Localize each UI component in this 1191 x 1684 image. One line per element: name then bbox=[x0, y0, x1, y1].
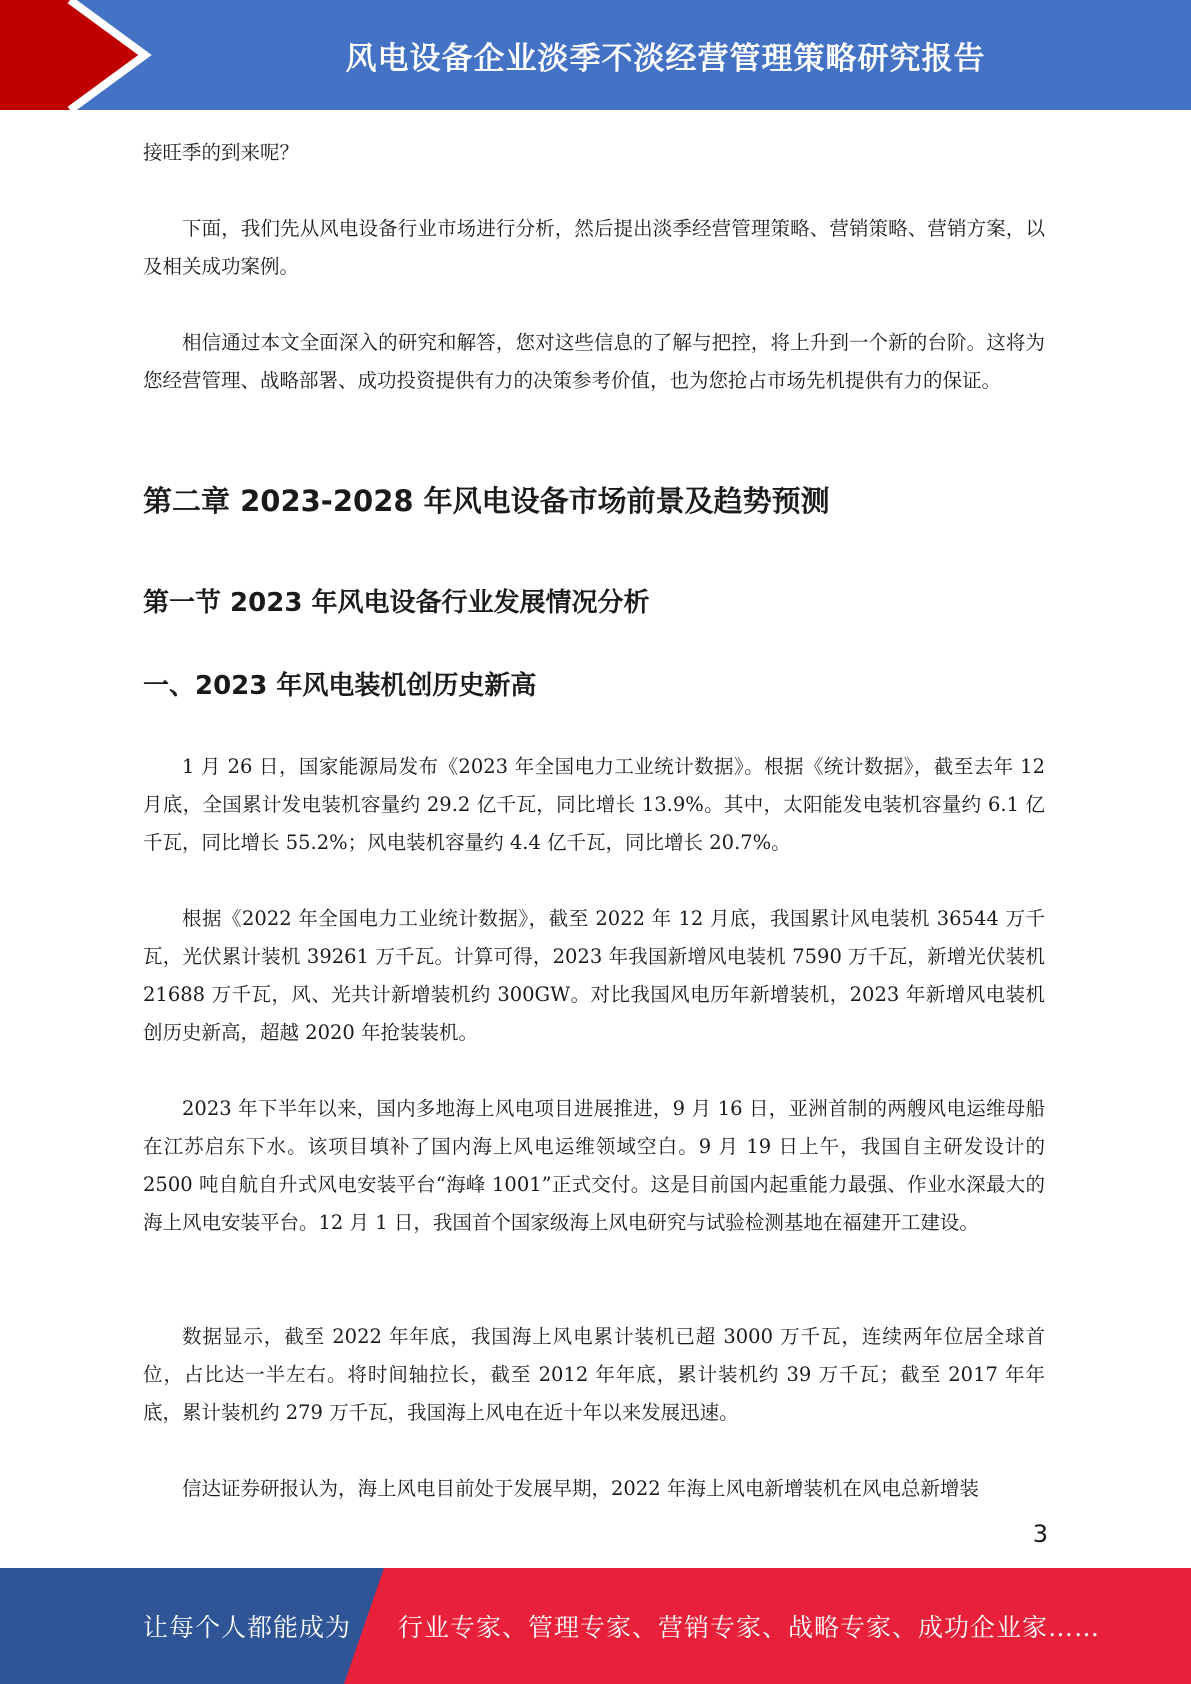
body-paragraph-4: 数据显示，截至 2022 年年底，我国海上风电累计装机已超 3000 万千瓦，连续两年位居全球首位，占比达一半左右。将时间轴拉长，截至 2012 年年底，累计装机约 39 万千瓦；截至 2017 年年底，累计装机约 279 万千瓦，我国海上风电在近十年以来发展迅速。 bbox=[143, 1325, 1045, 1424]
intro-paragraph-2: 下面，我们先从风电设备行业市场进行分析，然后提出淡季经营管理策略、营销策略、营销方案，以及相关成功案例。 bbox=[143, 217, 1045, 278]
page-footer bbox=[0, 1568, 1191, 1684]
footer-slogan-left: 让每个人都能成为 bbox=[143, 1613, 352, 1642]
body-paragraph-2: 根据《2022 年全国电力工业统计数据》，截至 2022 年 12 月底，我国累计风电装机 36544 万千瓦，光伏累计装机 39261 万千瓦。计算可得，2023 年我国新增风电装机 7590 万千瓦，新增光伏装机 21688 万千瓦，风、光共计新增装机约 300GW。对比我国风电历年新增装机，2023 年新增风电装机创历史新高，超越 2020 年抢装装机。 bbox=[143, 907, 1045, 1044]
page-number: 3 bbox=[1032, 1520, 1048, 1548]
report-title: 风电设备企业淡季不淡经营管理策略研究报告 bbox=[345, 40, 986, 77]
intro-paragraph-1: 接旺季的到来呢？ bbox=[143, 141, 300, 164]
page-header bbox=[0, 0, 1191, 110]
section-heading: 第一节 2023 年风电设备行业发展情况分析 bbox=[143, 588, 650, 618]
intro-paragraph-3: 相信通过本文全面深入的研究和解答，您对这些信息的了解与把控，将上升到一个新的台阶。这将为您经营管理、战略部署、成功投资提供有力的决策参考价值，也为您抢占市场先机提供有力的保证。 bbox=[143, 331, 1045, 392]
body-paragraph-5: 信达证券研报认为，海上风电目前处于发展早期，2022 年海上风电新增装机在风电总新增装 bbox=[182, 1477, 979, 1500]
subsection-heading: 一、2023 年风电装机创历史新高 bbox=[143, 671, 537, 701]
body-paragraph-1: 1 月 26 日，国家能源局发布《2023 年全国电力工业统计数据》。根据《统计数据》，截至去年 12 月底，全国累计发电装机容量约 29.2 亿千瓦，同比增长 13.9%。其中，太阳能发电装机容量约 6.1 亿千瓦，同比增长 55.2%；风电装机容量约 4.4 亿千瓦，同比增长 20.7%。 bbox=[143, 755, 1045, 854]
body-paragraph-3: 2023 年下半年以来，国内多地海上风电项目进展推进，9 月 16 日，亚洲首制的两艘风电运维母船在江苏启东下水。该项目填补了国内海上风电运维领域空白。9 月 19 日上午，我国自主研发设计的 2500 吨自航自升式风电安装平台“海峰 1001”正式交付。这是目前国内起重能力最强、作业水深最大的海上风电安装平台。12 月 1 日，我国首个国家级海上风电研究与试验检测基地在福建开工建设。 bbox=[143, 1097, 1045, 1234]
chapter-heading: 第二章 2023-2028 年风电设备市场前景及趋势预测 bbox=[143, 484, 830, 518]
footer-slogan-right: 行业专家、管理专家、营销专家、战略专家、成功企业家…… bbox=[398, 1613, 1101, 1642]
